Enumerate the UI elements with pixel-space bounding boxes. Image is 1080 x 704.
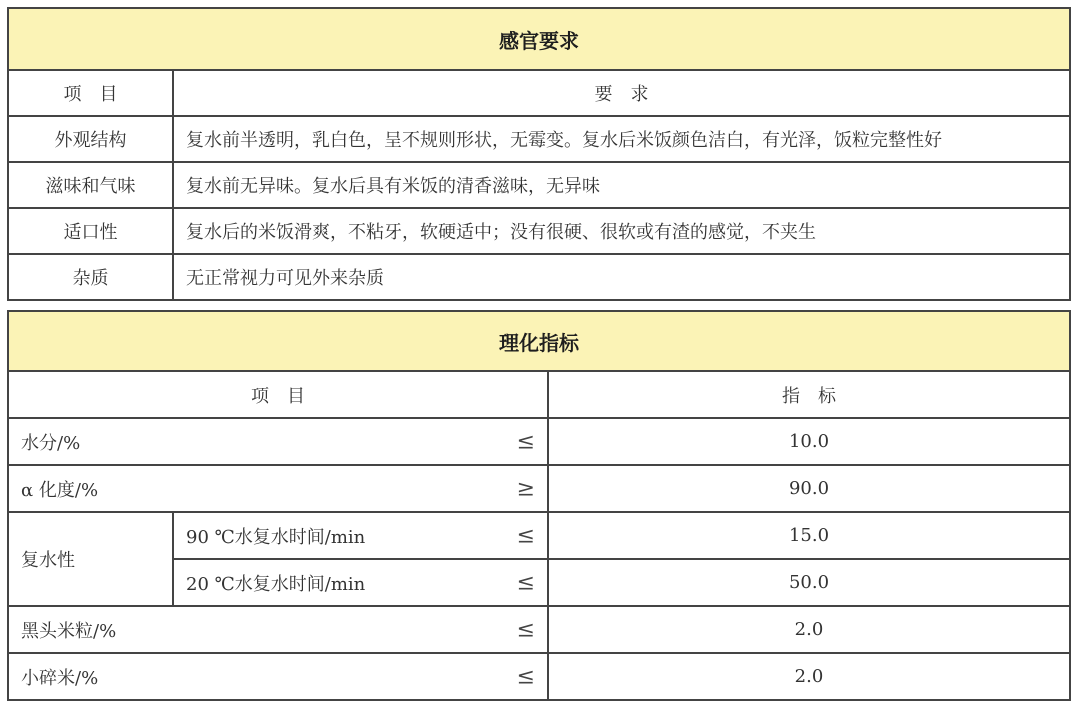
- sensory-requirements-table: [7, 7, 1071, 301]
- table-row: [8, 512, 1070, 559]
- table-row: [8, 162, 1070, 208]
- physicochemical-indicators-table: [7, 310, 1071, 701]
- row-item-cell: [173, 512, 548, 559]
- row-item: 滋味和气味: [8, 162, 173, 208]
- row-value: 50.0: [548, 559, 1070, 606]
- sensory-table-title: 感官要求: [8, 8, 1070, 70]
- comparison-symbol: ≤: [516, 664, 535, 689]
- header-requirement: 要 求: [173, 70, 1070, 116]
- comparison-symbol: ≥: [516, 476, 535, 501]
- comparison-symbol: ≤: [516, 523, 535, 548]
- row-value: 2.0: [548, 606, 1070, 653]
- row-group-label: 复水性: [8, 512, 173, 606]
- row-item: 小碎米/%: [21, 667, 99, 689]
- table-row: [8, 465, 1070, 512]
- table-header-row: [8, 371, 1070, 418]
- comparison-symbol: ≤: [516, 429, 535, 454]
- table-row: [8, 606, 1070, 653]
- row-item-cell: [173, 559, 548, 606]
- row-requirement: 无正常视力可见外来杂质: [173, 254, 1070, 300]
- table-row: [8, 208, 1070, 254]
- header-indicator: 指 标: [548, 371, 1070, 418]
- row-item: 黑头米粒/%: [21, 620, 117, 642]
- row-item: 90 ℃水复水时间/min: [186, 526, 366, 548]
- row-value: 15.0: [548, 512, 1070, 559]
- row-requirement: 复水后的米饭滑爽，不粘牙，软硬适中；没有很硬、很软或有渣的感觉，不夹生: [173, 208, 1070, 254]
- row-item-cell: [8, 653, 548, 700]
- row-value: 90.0: [548, 465, 1070, 512]
- row-item: 适口性: [8, 208, 173, 254]
- row-item: 水分/%: [21, 432, 81, 454]
- comparison-symbol: ≤: [516, 617, 535, 642]
- header-item: 项 目: [8, 70, 173, 116]
- row-item-cell: [8, 465, 548, 512]
- row-item: 外观结构: [8, 116, 173, 162]
- row-item: 杂质: [8, 254, 173, 300]
- header-item: 项 目: [8, 371, 548, 418]
- comparison-symbol: ≤: [516, 570, 535, 595]
- table-row: [8, 653, 1070, 700]
- row-item-cell: [8, 606, 548, 653]
- table-header-row: [8, 70, 1070, 116]
- table-row: [8, 116, 1070, 162]
- table-row: [8, 418, 1070, 465]
- row-value: 10.0: [548, 418, 1070, 465]
- row-item-cell: [8, 418, 548, 465]
- row-requirement: 复水前半透明，乳白色，呈不规则形状，无霉变。复水后米饭颜色洁白，有光泽，饭粒完整性好: [173, 116, 1070, 162]
- row-requirement: 复水前无异味。复水后具有米饭的清香滋味，无异味: [173, 162, 1070, 208]
- physchem-table-title: 理化指标: [8, 311, 1070, 371]
- table-row: [8, 254, 1070, 300]
- row-item: α 化度/%: [21, 479, 99, 501]
- row-value: 2.0: [548, 653, 1070, 700]
- row-item: 20 ℃水复水时间/min: [186, 573, 366, 595]
